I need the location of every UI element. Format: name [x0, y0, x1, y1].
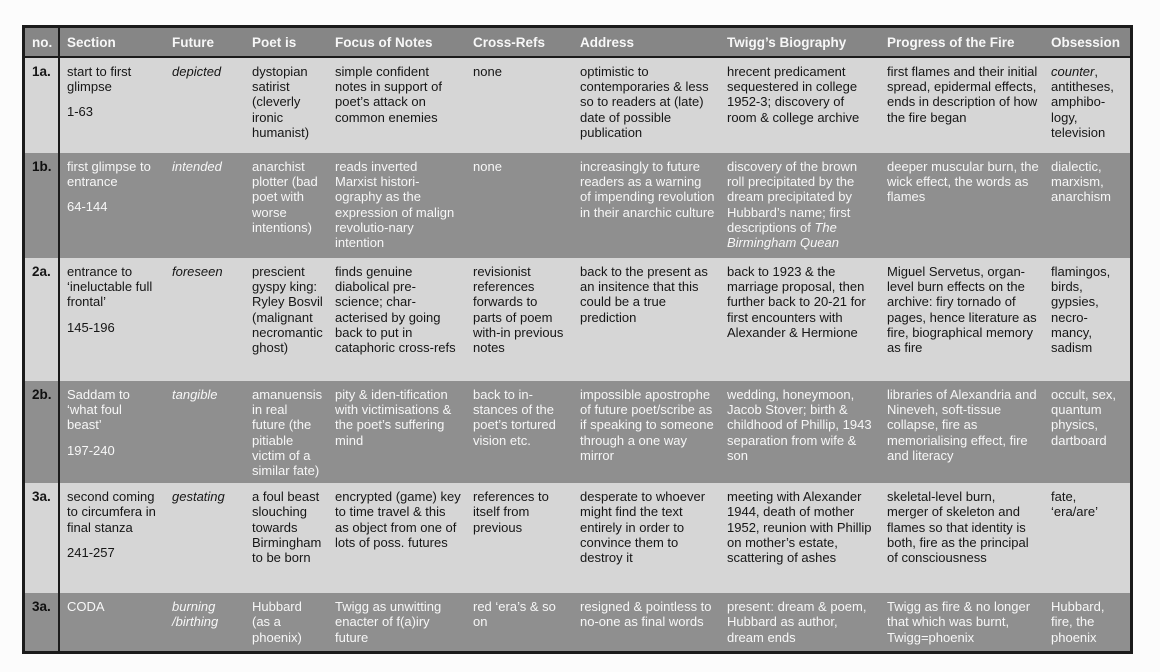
cell-future: depicted	[172, 64, 222, 79]
line-range: 241-257	[67, 544, 115, 560]
column-header-no: no.	[25, 28, 60, 56]
table-header-row	[25, 28, 1130, 58]
cell-cross-refs: references to itself from previous	[473, 489, 549, 535]
cell-focus-of-notes: finds genuine diabolical pre-science; char-acterised by going back to put in cataphoric cross-refs	[335, 264, 456, 356]
line-range: 64-144	[67, 199, 108, 215]
column-header-poet-is: Poet is	[252, 34, 297, 50]
cell-cross-refs: revisionist references forwards to parts of poem with-in previous notes	[473, 264, 564, 356]
cell-focus-of-notes: simple confident notes in support of poet’s attack on common enemies	[335, 64, 442, 125]
cell-progress-of-the-fire: deeper muscular burn, the wick effect, the words as flames	[887, 159, 1039, 205]
table-row	[25, 593, 1130, 651]
cell-future: burning /birthing	[172, 599, 219, 630]
cell-obsession: counter, antitheses, amphibo-logy, television	[1051, 64, 1114, 140]
cell-section: first glimpse to entrance 64-144	[60, 153, 165, 258]
cell-future: intended	[172, 159, 222, 174]
cell-address: optimistic to contemporaries & less so to readers at (late) date of possible publication	[580, 64, 709, 140]
cell-poet-is: a foul beast slouching towards Birmingham to be born	[252, 489, 322, 566]
cell-address: increasingly to future readers as a warning of impending revolution in their anarchic culture	[580, 159, 715, 220]
line-range: 1-63	[67, 104, 94, 120]
column-header-cross-refs: Cross-Refs	[473, 34, 546, 50]
cell-future: tangible	[172, 387, 218, 402]
cell-address: resigned & pointless to no-one as final words	[580, 599, 712, 630]
table-row	[25, 153, 1130, 258]
cell-focus-of-notes: pity & iden-tification with victimisations & the poet’s suffering mind	[335, 387, 452, 448]
cell-poet-is: amanuensis in real future (the pitiable victim of a similar fate)	[252, 387, 323, 479]
poem-structure-table	[22, 25, 1133, 654]
row-number: 1b.	[25, 153, 60, 258]
cell-obsession: Hubbard, fire, the phoenix	[1051, 599, 1105, 645]
row-number: 2a.	[25, 258, 60, 381]
table-row	[25, 483, 1130, 593]
column-header-address: Address	[580, 34, 635, 50]
cell-progress-of-the-fire: Twigg as fire & no longer that which was burnt, Twigg=phoenix	[887, 599, 1031, 645]
cell-address: back to the present as an insitence that this could be a true prediction	[580, 264, 708, 325]
row-number: 1a.	[25, 58, 60, 153]
cell-cross-refs: red ‘era’s & so on	[473, 599, 556, 630]
table-row	[25, 381, 1130, 483]
table-row	[25, 58, 1130, 153]
cell-future: foreseen	[172, 264, 223, 279]
cell-poet-is: Hubbard (as a phoenix)	[252, 599, 302, 645]
cell-focus-of-notes: reads inverted Marxist histori-ography as the expression of malign revolutio-nary intention	[335, 159, 455, 251]
cell-obsession: occult, sex, quantum physics, dartboard	[1051, 387, 1117, 448]
cell-section: start to first glimpse 1-63	[60, 58, 165, 153]
column-header-section: Section	[67, 34, 116, 50]
cell-focus-of-notes: encrypted (game) key to time travel & this as object from one of lots of poss. futures	[335, 489, 461, 550]
cell-progress-of-the-fire: libraries of Alexandria and Nineveh, soft-tissue collapse, fire as memorialising effect, fire and literacy	[887, 387, 1037, 463]
cell-progress-of-the-fire: skeletal-level burn, merger of skeleton and flames so that identity is both, fire as the principal of consciousness	[887, 489, 1029, 566]
cell-future: gestating	[172, 489, 225, 505]
cell-cross-refs: none	[473, 159, 502, 174]
cell-poet-is: prescient gyspy king: Ryley Bosvil (malignant necromantic ghost)	[252, 264, 323, 356]
cell-poet-is: dystopian satirist (cleverly ironic humanist)	[252, 64, 310, 140]
cell-obsession: fate, ‘era/are’	[1051, 489, 1098, 520]
cell-cross-refs: back to in-stances of the poet’s tortured vision etc.	[473, 387, 556, 448]
cell-address: impossible apostrophe of future poet/scribe as if speaking to someone through a one way mirror	[580, 387, 714, 463]
cell-obsession: dialectic, marxism, anarchism	[1051, 159, 1111, 205]
cell-twigg-s-biography: meeting with Alexander 1944, death of mother 1952, reunion with Phillip on mother’s estate, scattering of ashes	[727, 489, 872, 566]
row-number: 3a.	[25, 483, 60, 593]
column-header-progress-of-the-fire: Progress of the Fire	[887, 34, 1015, 50]
column-header-future: Future	[172, 34, 214, 50]
cell-progress-of-the-fire: Miguel Servetus, organ-level burn effects on the archive: firy tornado of pages, hence literature as fire, biographical memory as fire	[887, 264, 1037, 356]
row-number: 3a.	[25, 593, 60, 651]
cell-section: Saddam to ‘what foul beast’ 197-240	[60, 381, 165, 483]
cell-twigg-s-biography: back to 1923 & the marriage proposal, then further back to 20-21 for first encounters with Alexander & Hermione	[727, 264, 866, 340]
cell-cross-refs: none	[473, 64, 502, 79]
cell-section: CODA	[67, 599, 105, 615]
row-number: 2b.	[25, 381, 60, 483]
cell-obsession: flamingos, birds, gypsies, necro-mancy, sadism	[1051, 264, 1111, 356]
cell-poet-is: anarchist plotter (bad poet with worse intentions)	[252, 159, 318, 235]
cell-twigg-s-biography: discovery of the brown roll precipitated by the dream precipitated by Hubbard’s name; first descriptions of The Birmingham Quean	[727, 159, 858, 251]
cell-section: second coming to circumfera in final stanza 241-257	[60, 483, 165, 593]
table-body	[25, 58, 1130, 651]
line-range: 197-240	[67, 442, 115, 458]
column-header-obsession: Obsession	[1051, 34, 1121, 50]
cell-twigg-s-biography: hrecent predicament sequestered in college 1952-3; discovery of room & college archive	[727, 64, 860, 125]
column-header-twigg-s-biography: Twigg’s Biography	[727, 34, 847, 50]
cell-address: desperate to whoever might find the text entirely in order to convince them to destroy it	[580, 489, 706, 566]
cell-twigg-s-biography: present: dream & poem, Hubbard as author, dream ends	[727, 599, 867, 645]
table-row	[25, 258, 1130, 381]
cell-twigg-s-biography: wedding, honeymoon, Jacob Stover; birth & childhood of Phillip, 1943 separation from wife & son	[727, 387, 872, 463]
cell-focus-of-notes: Twigg as unwitting enacter of f(a)iry future	[335, 599, 442, 645]
line-range: 145-196	[67, 319, 115, 335]
cell-progress-of-the-fire: first flames and their initial spread, epidermal effects, ends in description of how the fire began	[887, 64, 1038, 125]
cell-section: entrance to ‘ineluctable full frontal’ 145-196	[60, 258, 165, 381]
column-header-focus-of-notes: Focus of Notes	[335, 34, 433, 50]
